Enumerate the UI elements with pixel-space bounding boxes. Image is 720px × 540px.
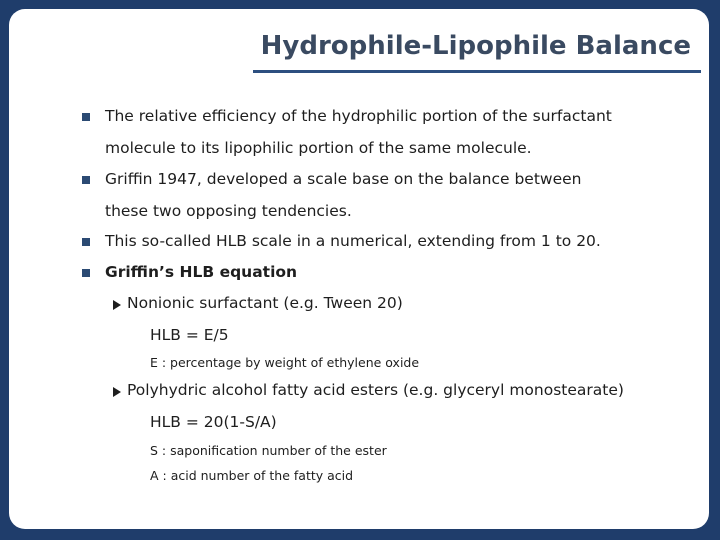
bullet-2-line-1: Griffin 1947, developed a scale base on the balance between [105, 170, 582, 188]
square-bullet-icon [82, 269, 90, 277]
sub-item-2-label: Polyhydric alcohol fatty acid esters (e.g. glyceryl monostearate) [127, 381, 624, 399]
sub-item-2-equation: HLB = 20(1-S/A) [150, 413, 277, 431]
bullet-1-line-1: The relative efficiency of the hydrophilic portion of the surfactant [105, 107, 612, 125]
square-bullet-icon [82, 113, 90, 121]
sub-item-2-note-2: A : acid number of the fatty acid [150, 468, 354, 483]
sub-item-1-note-1: E : percentage by weight of ethylene oxide [150, 355, 420, 370]
sub-item-2-note-1: S : saponification number of the ester [150, 443, 387, 458]
square-bullet-icon [82, 176, 90, 184]
triangle-bullet-icon [113, 387, 121, 397]
sub-item-1-equation: HLB = E/5 [150, 326, 229, 344]
bullet-4-line-1: Griffin’s HLB equation [105, 263, 298, 281]
triangle-bullet-icon [113, 300, 121, 310]
title-underline [253, 70, 701, 73]
square-bullet-icon [82, 238, 90, 246]
bullet-1-line-2: molecule to its lipophilic portion of the same molecule. [105, 139, 532, 157]
slide-title: Hydrophile-Lipophile Balance [260, 31, 691, 61]
bullet-3-line-1: This so-called HLB scale in a numerical, extending from 1 to 20. [105, 232, 601, 250]
bullet-2-line-2: these two opposing tendencies. [105, 202, 352, 220]
slide [9, 9, 709, 529]
sub-item-1-label: Nonionic surfactant (e.g. Tween 20) [127, 294, 403, 312]
